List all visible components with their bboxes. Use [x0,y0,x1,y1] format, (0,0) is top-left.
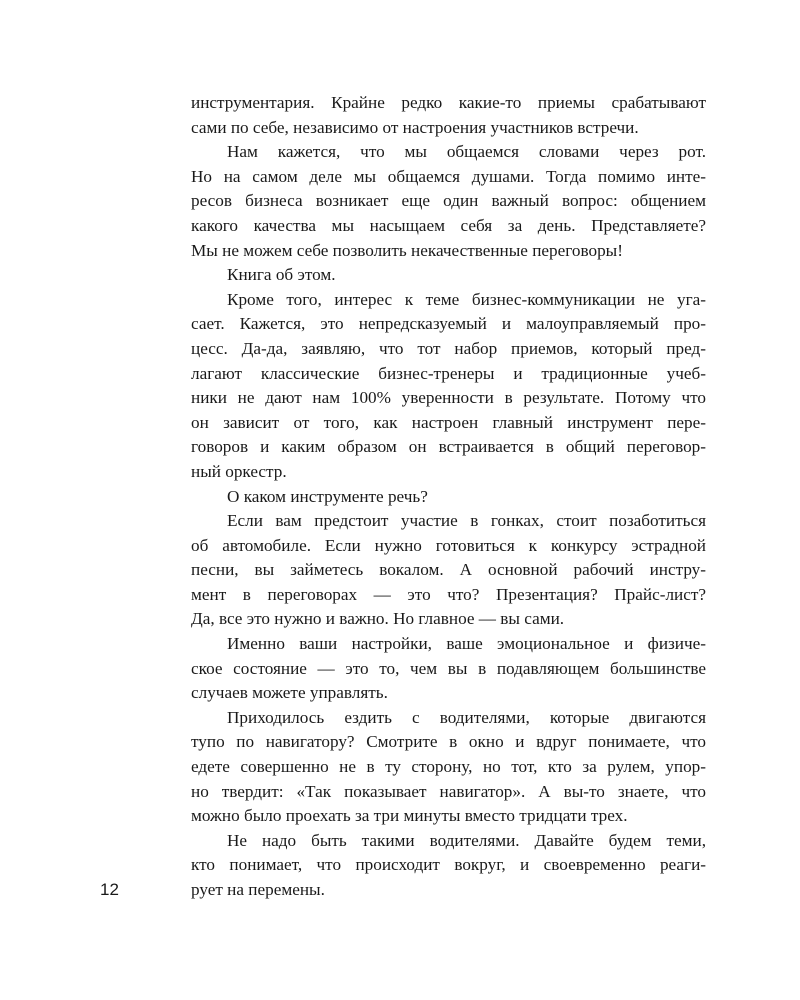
text-line: какого качества мы насыщаем себя за день. Представляете? [191,215,706,235]
text-line: кто понимает, что происходит вокруг, и своевременно реаги- [191,855,706,875]
paragraph [191,288,706,485]
text-line: говоров и каким образом он встраивается в общий переговор- [191,437,706,457]
text-line: лагают классические бизнес-тренеры и традиционные учеб- [191,363,706,383]
text-line: Да, все это нужно и важно. Но главное — вы сами. [191,609,565,629]
paragraph [191,632,706,706]
text-line: но твердит: «Так показывает навигатор». А вы-то знаете, что [191,781,706,801]
paragraph [191,509,706,632]
text-line: ники не дают нам 100% уверенности в результате. Потому что [191,388,706,408]
text-line: О каком инструменте речь? [227,486,428,506]
text-line: об автомобиле. Если нужно готовиться к конкурсу эстрадной [191,535,706,555]
text-line: Не надо быть такими водителями. Давайте будем теми, [227,830,706,850]
text-line: Книга об этом. [227,265,336,285]
text-line: Мы не можем себе позволить некачественные переговоры! [191,240,623,260]
text-line: можно было проехать за три минуты вместо тридцати трех. [191,806,628,826]
text-line: мент в переговорах — это что? Презентация? Прайс-лист? [191,584,706,604]
paragraph [191,706,706,829]
page-number: 12 [100,880,119,899]
text-line: сает. Кажется, это непредсказуемый и малоуправляемый про- [191,314,706,334]
text-line: случаев можете управлять. [191,683,388,703]
text-line: ный оркестр. [191,461,287,481]
text-line: Нам кажется, что мы общаемся словами через рот. [227,142,706,162]
paragraph [191,485,706,510]
text-line: цесс. Да-да, заявляю, что тот набор приемов, который пред- [191,338,706,358]
text-line: тупо по навигатору? Смотрите в окно и вдруг понимаете, что [191,732,706,752]
text-line: он зависит от того, как настроен главный инструмент пере- [191,412,706,432]
text-line: едете совершенно не в ту сторону, но тот, кто за рулем, упор- [191,757,706,777]
text-line: Если вам предстоит участие в гонках, стоит позаботиться [227,511,706,531]
text-line: Но на самом деле мы общаемся душами. Тогда помимо инте- [191,166,706,186]
page-body-text [191,91,706,903]
paragraph [191,140,706,263]
text-line: Приходилось ездить с водителями, которые двигаются [227,707,706,727]
text-line: Именно ваши настройки, ваше эмоциональное и физиче- [227,634,706,654]
text-line: Кроме того, интерес к теме бизнес-коммуникации не уга- [227,289,706,309]
paragraph [191,91,706,140]
text-line: ресов бизнеса возникает еще один важный вопрос: общением [191,191,706,211]
text-line: инструментария. Крайне редко какие-то приемы срабатывают [191,93,706,112]
text-line: сами по себе, независимо от настроения участников встречи. [191,117,639,137]
text-line: ское состояние — это то, чем вы в подавляющем большинстве [191,658,706,678]
paragraph [191,263,706,288]
paragraph [191,829,706,903]
text-line: песни, вы займетесь вокалом. А основной рабочий инстру- [191,560,706,580]
text-line: рует на перемены. [191,880,325,899]
